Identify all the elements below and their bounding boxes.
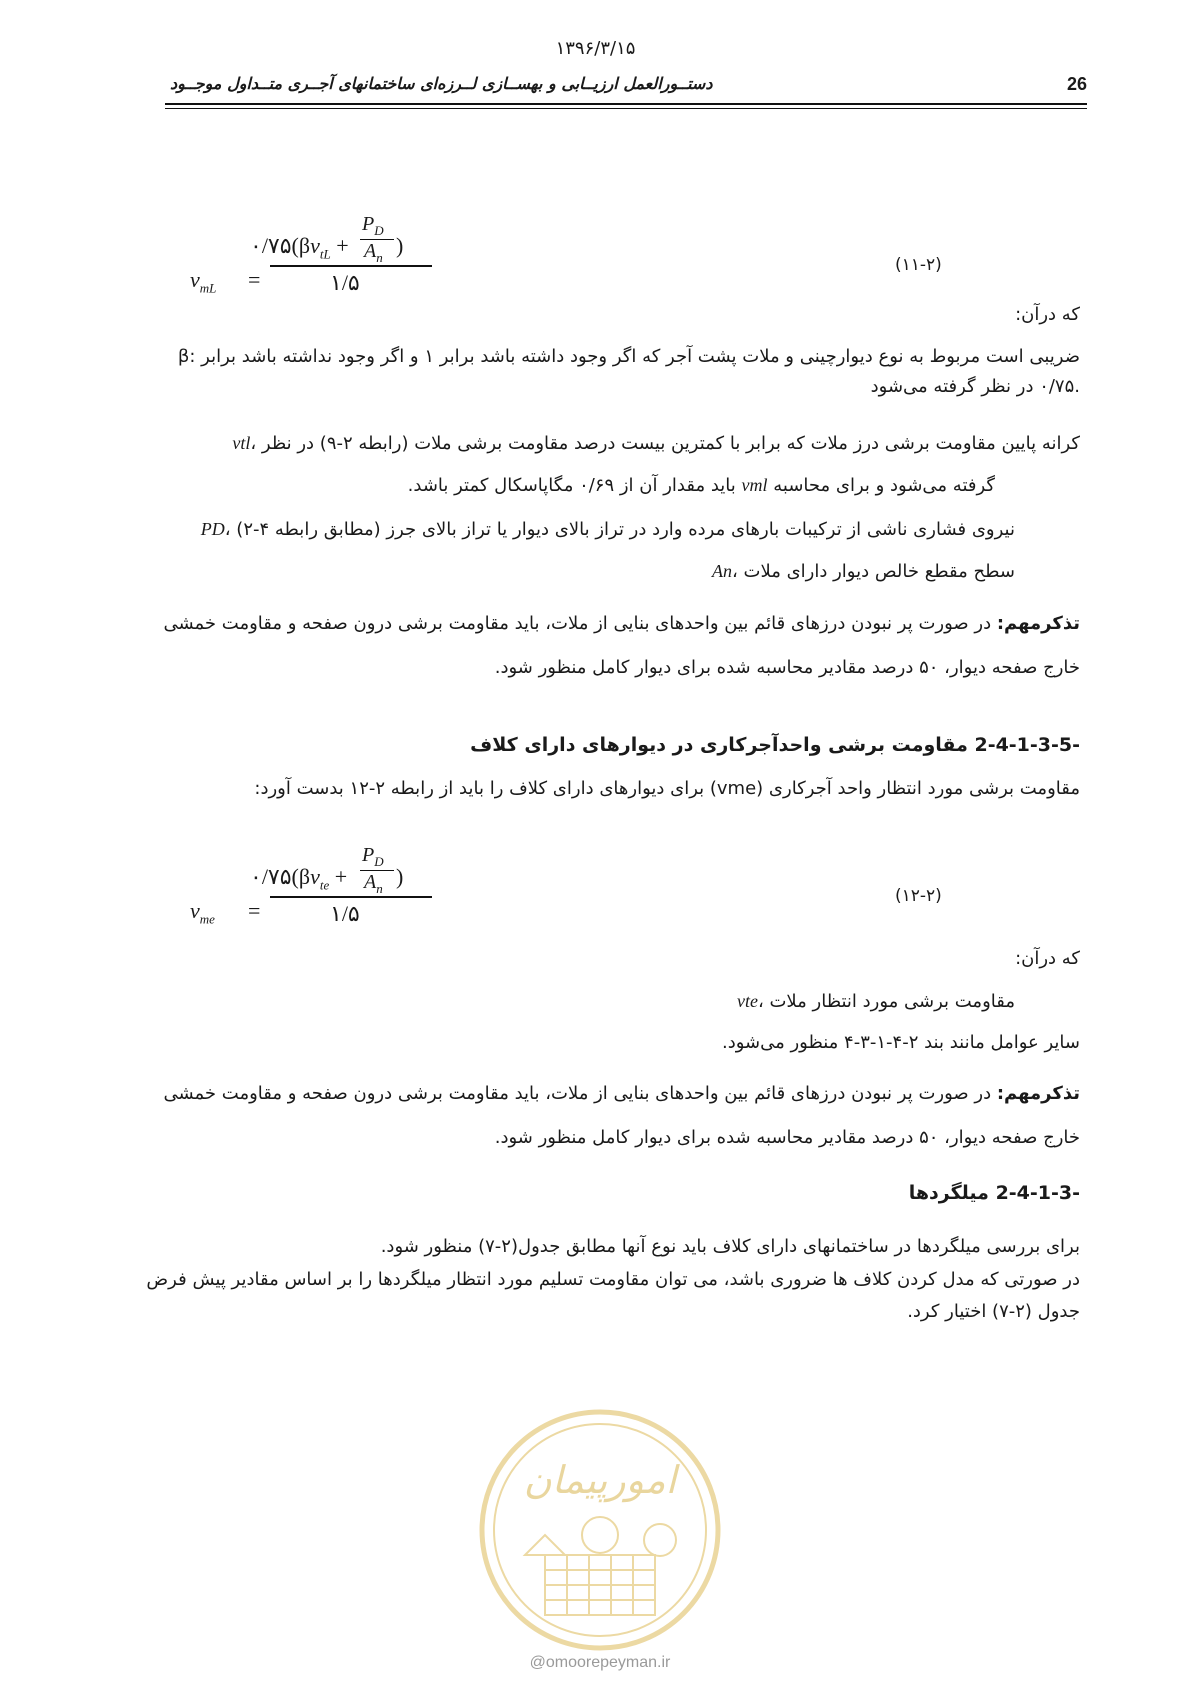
sym-vtl: vtl [232, 433, 251, 453]
eq11-main-frac-line [270, 265, 432, 267]
def-an-text: ، سطح مقطع خالص دیوار دارای ملات [732, 561, 1015, 582]
section-5-title: مقاومت برشی واحدآجرکاری در دیوارهای دارای کلاف [470, 734, 975, 756]
note-2-text: در صورت پر نبودن درزهای قائم بین واحدهای بنایی از ملات، باید مقاومت برشی درون صفحه و مقاومت خمشی خارج صفحه دیوار، ۵۰ درصد مقادیر محاسبه شده برای دیوار کامل منظور شود. [163, 1083, 1080, 1148]
eq11-num-v: v [310, 233, 320, 258]
section-rebar-number: 2-4-1-3- [995, 1182, 1080, 1204]
eq12-den: ۱/۵ [330, 901, 360, 926]
header-rule [165, 103, 1087, 105]
where-label-2: که درآن: [1015, 948, 1080, 969]
note-1-text: در صورت پر نبودن درزهای قائم بین واحدهای بنایی از ملات، باید مقاومت برشی درون صفحه و مقاومت خمشی خارج صفحه دیوار، ۵۰ درصد مقادیر محاسبه شده برای دیوار کامل منظور شود. [163, 613, 1080, 678]
eq11-frac-den-sub: n [376, 250, 383, 265]
eq12-main-frac-line [270, 896, 432, 898]
def-vtl-b1: گرفته می‌شود و برای محاسبه [767, 475, 995, 496]
note-2-label: تذکرمهم: [996, 1083, 1080, 1104]
svg-text:امورپیمان: امورپیمان [523, 1458, 677, 1502]
section-5-number: 2-4-1-3-5- [974, 734, 1080, 756]
section-rebar-p1: برای بررسی میلگردها در ساختمانهای دارای کلاف باید نوع آنها مطابق جدول(۲-۷) منظور شود. [380, 1236, 1080, 1257]
sym-vte: vte [736, 991, 758, 1011]
eq12-close-paren: ) [396, 864, 404, 889]
eq11-frac-den: A [364, 240, 377, 262]
eq12-frac-num: P [362, 844, 375, 866]
eq12-num-v: v [310, 864, 320, 889]
sym-an: An [712, 561, 732, 581]
sym-vml: vml [741, 475, 768, 495]
header-title: دستــورالعمل ارزیــابی و بهســازی لــرزه‌ای ساختمانهای آجــری متــداول موجــود [170, 74, 713, 93]
eq12-num-v-sub: te [319, 877, 330, 893]
eq11-lhs-sub: mL [199, 280, 217, 296]
def-vtl-a: ، کرانه پایین مقاومت برشی درز ملات که برابر با کمترین بیست درصد مقاومت برشی ملات (رابطه ۲-۹) در نظر [250, 433, 1080, 454]
eq12-lhs: v [190, 898, 200, 923]
note-1 [145, 602, 1080, 690]
eq11-lhs: v [190, 267, 200, 292]
watermark-seal-icon [475, 1405, 725, 1655]
def-vte-text: ، مقاومت برشی مورد انتظار ملات [757, 991, 1015, 1012]
note-2 [145, 1072, 1080, 1160]
section-rebar-p2: در صورتی که مدل کردن کلاف ها ضروری باشد، می توان مقاومت تسلیم مورد انتظار میلگردها را بر اساس مقادیر پیش فرض جدول (۲-۷) اختیار کرد. [146, 1269, 1080, 1322]
eq12-equals: = [248, 898, 261, 923]
section-5-intro: مقاومت برشی مورد انتظار واحد آجرکاری (vme) برای دیوارهای دارای کلاف را باید از رابطه ۲-۱۲ بدست آورد: [254, 778, 1080, 799]
eq11-close-paren: ) [396, 233, 404, 258]
eq12-num-prefix: ۰/۷۵(β [250, 864, 311, 889]
def-pd-text: ، نیروی فشاری ناشی از ترکیبات بارهای مرده وارد در تراز بالای دیوار یا تراز بالای جرز (مطابق رابطه ۴-۲) [224, 519, 1015, 540]
header-date: ۱۳۹۶/۳/۱۵ [555, 38, 636, 59]
where-label-1: که درآن: [1015, 304, 1080, 325]
eq11-frac-num-sub: D [374, 223, 384, 238]
eq11-den: ۱/۵ [330, 270, 360, 295]
eq11-equals: = [248, 267, 261, 292]
eq11-num-prefix: ۰/۷۵(β [250, 233, 311, 258]
watermark-logo [475, 1405, 725, 1655]
eq12-frac-den: A [364, 871, 377, 893]
def-an [145, 556, 1015, 587]
def-vtl-line1 [145, 428, 1080, 459]
equation-11: $v_{mL}$ = $۰/۷۵(\beta v_{tL}$ + $P_D$ $A_n$ ) ۱/۵ (۱۱-۲) [190, 213, 942, 296]
def-vtl-line2 [145, 470, 995, 501]
sym-pd: PD [200, 519, 225, 539]
eq11-number: (۱۱-۲) [895, 255, 942, 275]
eq12-lhs-sub: me [199, 911, 215, 927]
def-vte [145, 986, 1015, 1017]
def-pd [145, 514, 1015, 545]
header-rule-thin [165, 108, 1087, 109]
eq12-frac-num-sub: D [374, 854, 384, 869]
eq12-number: (۱۲-۲) [895, 886, 942, 906]
page-number: 26 [1066, 74, 1087, 94]
def-vtl-b2: باید مقدار آن از ۰/۶۹ مگاپاسکال کمتر باشد. [407, 475, 742, 496]
eq12-frac-den-sub: n [376, 881, 383, 896]
eq11-frac-num: P [362, 213, 375, 235]
note-1-label: تذکرمهم: [996, 613, 1080, 634]
def-other-factors: سایر عوامل مانند بند ۲-۴-۱-۳-۴ منظور می‌شود. [721, 1032, 1080, 1053]
equation-12: $v_{me}$ = $۰/۷۵(\beta v_{te}$ + $P_D$ $A_n$ ) ۱/۵ (۱۲-۲) [190, 844, 942, 927]
eq11-num-v-sub: tL [319, 246, 331, 262]
watermark-url: @omoorepeyman.ir [529, 1654, 671, 1671]
section-rebar-title: میلگردها [908, 1182, 996, 1204]
section-5-heading [145, 730, 1080, 760]
section-rebar-heading [145, 1178, 1080, 1208]
def-beta: β: ضریبی است مربوط به نوع دیوارچینی و ملات پشت آجر که اگر وجود داشته باشد برابر ۱ و اگر وجود نداشته باشد برابر ۰/۷۵ در نظر گرفته می‌شود. [177, 346, 1080, 397]
